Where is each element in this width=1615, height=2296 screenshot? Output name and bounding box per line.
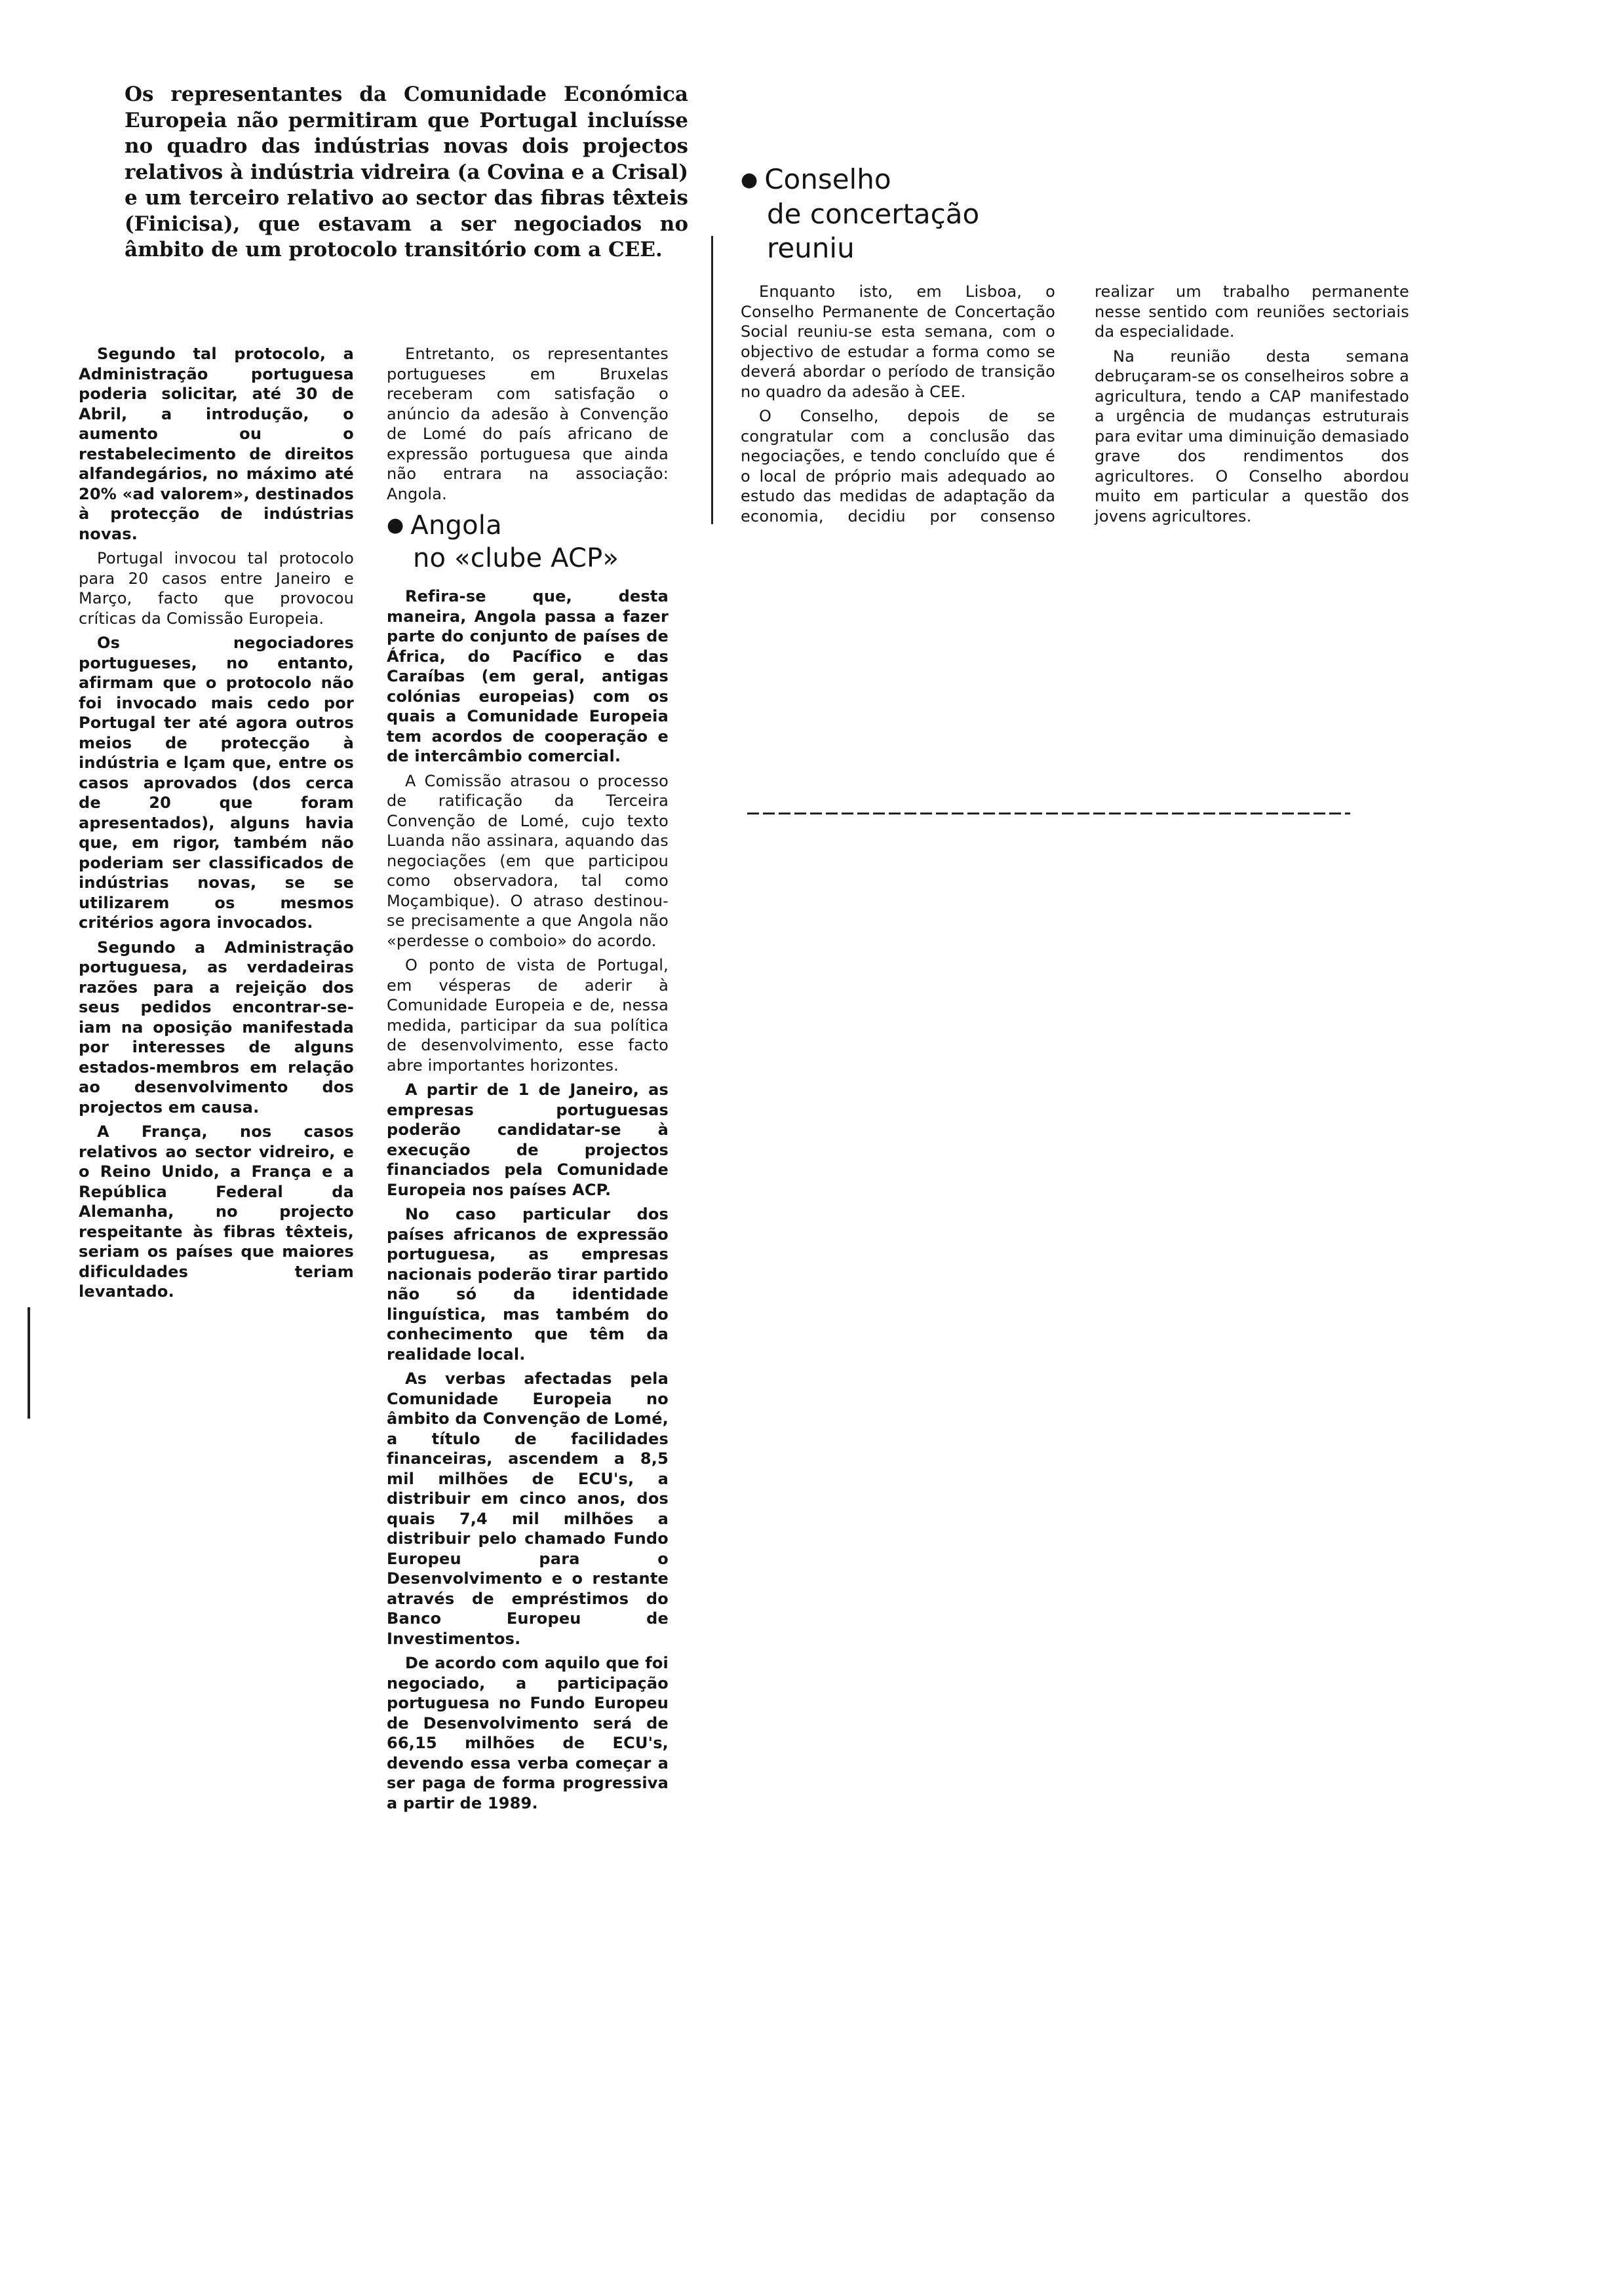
col2-paragraph: De acordo com aquilo que foi negociado, a participação portuguesa no Fundo Europeu de Desenvolvimento será de 66,15 milhões de ECU's, devendo essa verba começar a ser paga de forma progressiva a partir de 1989. xyxy=(387,1654,669,1812)
conselho-heading xyxy=(741,163,1049,265)
col3-paragraph: Na reunião desta semana debruçaram-se os conselheiros sobre a agricultura, tendo a CAP manifestado a urgência de mudanças estruturais para evitar uma diminuição demasiado grave dos rendimentos dos agricultores. O Conselho abordou muito em particular a questão dos jovens agricultores. xyxy=(1095,347,1409,526)
col2-paragraph: Refira-se que, desta maneira, Angola passa a fazer parte do conjunto de países de África, do Pacífico e das Caraíbas (em geral, antigas colónias europeias) com os quais a Comunidade Europeia tem acordos de cooperação e de intercâmbio comercial. xyxy=(387,587,669,765)
col2-paragraph: Entretanto, os representantes portugueses em Bruxelas receberam com satisfação o anúncio da adesão à Convenção de Lomé do país africano de expressão portuguesa que ainda não entrara na associação: Angola. xyxy=(387,345,669,503)
bullet-icon: ● xyxy=(741,168,758,191)
column-1-margin-mark xyxy=(28,1307,30,1419)
col1-paragraph: Os negociadores portugueses, no entanto, afirmam que o protocolo não foi invocado mais cedo por Portugal ter até agora outros meios de protecção à indústria e lçam que, entre os casos aprovados (dos cerca de 20 que foram apresentados), alguns havia que, em rigor, também não poderiam ser classificados de indústrias novas, se se utilizarem os mesmos critérios agora invocados. xyxy=(79,634,354,932)
col2-paragraph: A partir de 1 de Janeiro, as empresas portuguesas poderão candidatar-se à execução de projectos financiados pela Comunidade Europeia nos países ACP. xyxy=(387,1081,669,1199)
col1-paragraph: Segundo tal protocolo, a Administração portuguesa poderia solicitar, até 30 de Abril, a introdução, o aumento ou o restabelecimento de direitos alfandegários, no máximo até 20% «ad valorem», destinados à protecção de indústrias novas. xyxy=(79,345,354,543)
col2-paragraph: O ponto de vista de Portugal, em vésperas de aderir à Comunidade Europeia e de, nessa medida, participar da sua política de desenvolvimento, esse facto abre importantes horizontes. xyxy=(387,956,669,1075)
col1-paragraph: Segundo a Administração portuguesa, as verdadeiras razões para a rejeição dos seus pedidos encontrar-se-iam na oposição manifestada por interesses de alguns estados-membros em relação ao desenvolvimento dos projectos em causa. xyxy=(79,938,354,1117)
column-2 xyxy=(387,344,669,1818)
col2-paragraph: As verbas afectadas pela Comunidade Europeia no âmbito da Convenção de Lomé, a título de facilidades financeiras, ascendem a 8,5 mil milhões de ECU's, a distribuir em cinco anos, dos quais 7,4 mil milhões a distribuir pelo chamado Fundo Europeu para o Desenvolvimento e o restante através de empréstimos do Banco Europeu de Investimentos. xyxy=(387,1369,669,1648)
col1-paragraph: A França, nos casos relativos ao sector vidreiro, e o Reino Unido, a França e a República Federal da Alemanha, no projecto respeitante às fibras têxteis, seriam os países que maiores dificuldades teriam levantado. xyxy=(79,1122,354,1301)
conselho-section xyxy=(741,157,1049,277)
col3-paragraph: Enquanto isto, em Lisboa, o Conselho Permanente de Concertação Social reuniu-se esta semana, com o objectivo de estudar a forma como se deverá abordar o período de transição no quadro da adesão à CEE. xyxy=(741,282,1055,401)
column-1 xyxy=(79,344,354,1307)
column-3-bottom-rule xyxy=(747,813,1350,814)
col2-paragraph: A Comissão atrasou o processo de ratificação da Terceira Convenção de Lomé, cujo texto Luanda não assinara, aquando das negociações (em que participou como observadora, tal como Moçambique). O atraso destinou-se precisamente a que Angola não «perdesse o comboio» do acordo. xyxy=(387,771,669,950)
col1-paragraph: Portugal invocou tal protocolo para 20 casos entre Janeiro e Março, facto que provocou críticas da Comissão Europeia. xyxy=(79,549,354,628)
bullet-icon: ● xyxy=(387,514,404,537)
col3-paragraph: O Conselho, depois de se congratular com a conclusão das negociações, e tendo concluído que é o local de próprio mais adequado ao estudo das medidas de adaptação da economia, decidiu por consenso realizar um trabalho permanente nesse sentido com reuniões sectoriais da especialidade. xyxy=(741,282,1409,526)
angola-heading xyxy=(387,509,669,575)
col2-paragraph: No caso particular dos países africanos de expressão portuguesa, as empresas nacionais poderão tirar partido não só da identidade linguística, mas também do conhecimento que têm da realidade local. xyxy=(387,1205,669,1364)
lead-paragraph: Os representantes da Comunidade Económica Europeia não permitiram que Portugal incluísse no quadro das indústrias novas dois projectos relativos à indústria vidreira (a Covina e a Crisal) e um terceiro relativo ao sector das fibras têxteis (Finicisa), que estavam a ser negociados no âmbito de um protocolo transitório com a CEE. xyxy=(125,83,688,261)
conselho-heading-line1: Conselho xyxy=(764,163,891,195)
conselho-heading-line2: de concertação reuniu xyxy=(767,198,980,264)
angola-heading-line1: Angola xyxy=(410,510,502,541)
column-3 xyxy=(741,282,1409,799)
angola-heading-line2: no «clube ACP» xyxy=(413,543,619,573)
column-separator xyxy=(711,236,713,524)
